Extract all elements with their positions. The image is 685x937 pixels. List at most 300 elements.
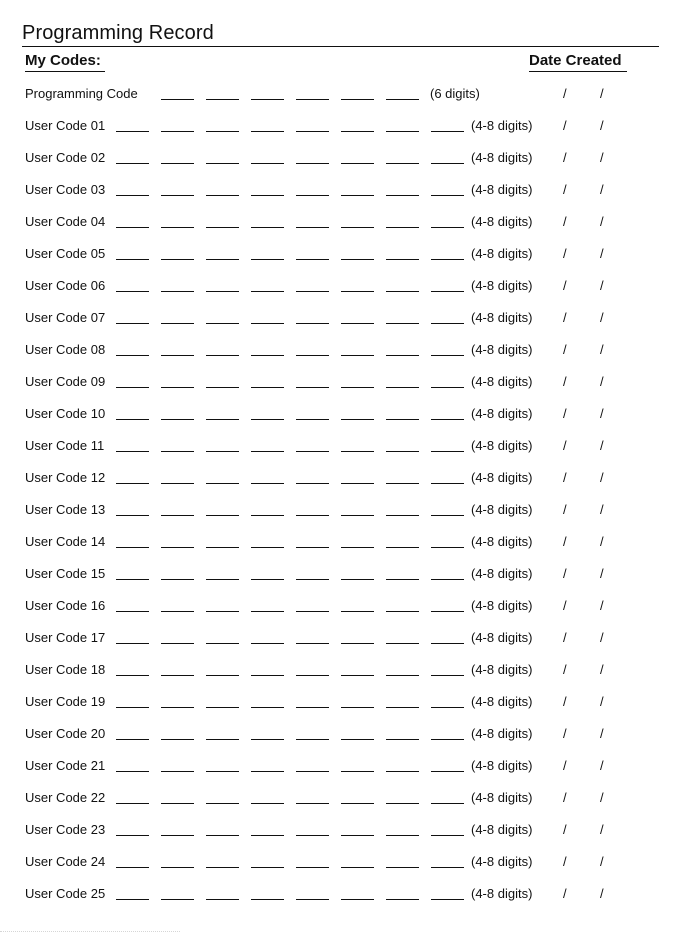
digit-blank <box>251 291 284 292</box>
user-code-row <box>0 598 685 616</box>
digit-blank <box>251 643 284 644</box>
code-label: User Code 03 <box>25 182 106 197</box>
date-separator: / <box>600 822 604 837</box>
digit-blank <box>251 515 284 516</box>
date-separator: / <box>563 470 567 485</box>
digit-count-note: (4-8 digits) <box>471 374 533 389</box>
digit-blank <box>206 259 239 260</box>
date-separator: / <box>563 534 567 549</box>
digit-blank <box>251 227 284 228</box>
section-label-my-codes <box>25 52 105 72</box>
date-separator: / <box>600 502 604 517</box>
digit-blank <box>116 451 149 452</box>
date-separator: / <box>600 118 604 133</box>
digit-blank <box>206 387 239 388</box>
user-code-row <box>0 534 685 552</box>
date-separator: / <box>600 534 604 549</box>
digit-blank <box>386 515 419 516</box>
date-separator: / <box>600 598 604 613</box>
digit-blank <box>116 515 149 516</box>
code-label: User Code 11 <box>25 438 105 453</box>
digit-blank <box>386 835 419 836</box>
code-label: User Code 07 <box>25 310 106 325</box>
user-code-row <box>0 726 685 744</box>
code-label: User Code 22 <box>25 790 106 805</box>
user-code-row <box>0 278 685 296</box>
digit-blank <box>296 99 329 100</box>
digit-count-note: (6 digits) <box>430 86 480 101</box>
digit-blank <box>296 675 329 676</box>
digit-count-note: (4-8 digits) <box>471 246 533 261</box>
digit-blank <box>116 867 149 868</box>
digit-count-note: (4-8 digits) <box>471 630 533 645</box>
digit-blank <box>251 483 284 484</box>
digit-blank <box>116 675 149 676</box>
digit-blank <box>386 419 419 420</box>
digit-blank <box>251 323 284 324</box>
digit-blank <box>251 707 284 708</box>
digit-blank <box>341 291 374 292</box>
digit-blank <box>251 739 284 740</box>
date-separator: / <box>563 854 567 869</box>
digit-blank <box>341 323 374 324</box>
date-separator: / <box>600 278 604 293</box>
digit-blank <box>251 99 284 100</box>
digit-blank <box>251 387 284 388</box>
digit-count-note: (4-8 digits) <box>471 886 533 901</box>
digit-blank <box>341 707 374 708</box>
digit-blank <box>296 291 329 292</box>
code-label: User Code 17 <box>25 630 106 645</box>
digit-blank <box>341 579 374 580</box>
digit-blank <box>431 675 464 676</box>
digit-blank <box>206 803 239 804</box>
user-code-row <box>0 790 685 808</box>
digit-blank <box>431 387 464 388</box>
digit-blank <box>341 739 374 740</box>
digit-blank <box>116 355 149 356</box>
date-separator: / <box>563 86 567 101</box>
digit-blank <box>341 611 374 612</box>
digit-blank <box>296 611 329 612</box>
date-separator: / <box>563 118 567 133</box>
digit-blank <box>431 259 464 260</box>
digit-blank <box>431 227 464 228</box>
digit-blank <box>431 643 464 644</box>
digit-blank <box>116 611 149 612</box>
digit-blank <box>116 227 149 228</box>
digit-blank <box>161 739 194 740</box>
date-separator: / <box>563 886 567 901</box>
digit-blank <box>251 419 284 420</box>
date-separator: / <box>563 182 567 197</box>
code-label: User Code 09 <box>25 374 106 389</box>
date-separator: / <box>563 150 567 165</box>
digit-blank <box>251 547 284 548</box>
digit-count-note: (4-8 digits) <box>471 758 533 773</box>
date-separator: / <box>563 278 567 293</box>
digit-blank <box>251 195 284 196</box>
digit-blank <box>206 643 239 644</box>
digit-blank <box>206 771 239 772</box>
user-code-row <box>0 214 685 232</box>
digit-blank <box>341 899 374 900</box>
digit-blank <box>296 867 329 868</box>
digit-blank <box>431 131 464 132</box>
digit-blank <box>116 739 149 740</box>
digit-count-note: (4-8 digits) <box>471 854 533 869</box>
digit-blank <box>116 387 149 388</box>
digit-blank <box>341 835 374 836</box>
digit-blank <box>341 483 374 484</box>
digit-blank <box>206 291 239 292</box>
date-separator: / <box>600 438 604 453</box>
digit-blank <box>431 547 464 548</box>
digit-blank <box>296 355 329 356</box>
user-code-row <box>0 118 685 136</box>
digit-blank <box>251 675 284 676</box>
user-code-row <box>0 150 685 168</box>
date-separator: / <box>600 854 604 869</box>
digit-blank <box>386 291 419 292</box>
date-separator: / <box>600 214 604 229</box>
digit-blank <box>116 643 149 644</box>
digit-blank <box>161 675 194 676</box>
digit-blank <box>341 131 374 132</box>
user-code-row <box>0 758 685 776</box>
digit-blank <box>296 739 329 740</box>
digit-blank <box>341 419 374 420</box>
digit-blank <box>386 131 419 132</box>
digit-blank <box>116 803 149 804</box>
digit-blank <box>161 643 194 644</box>
digit-blank <box>161 899 194 900</box>
digit-blank <box>431 163 464 164</box>
digit-blank <box>341 867 374 868</box>
section-label-text: My Codes: <box>25 52 105 72</box>
user-code-row <box>0 822 685 840</box>
code-label: User Code 23 <box>25 822 106 837</box>
digit-count-note: (4-8 digits) <box>471 822 533 837</box>
digit-blank <box>341 259 374 260</box>
date-separator: / <box>563 598 567 613</box>
digit-blank <box>431 195 464 196</box>
code-label: User Code 02 <box>25 150 106 165</box>
digit-blank <box>206 547 239 548</box>
date-separator: / <box>563 310 567 325</box>
digit-blank <box>251 771 284 772</box>
digit-blank <box>251 835 284 836</box>
digit-blank <box>116 835 149 836</box>
digit-blank <box>161 579 194 580</box>
digit-blank <box>161 611 194 612</box>
digit-blank <box>431 483 464 484</box>
digit-blank <box>161 323 194 324</box>
digit-count-note: (4-8 digits) <box>471 214 533 229</box>
digit-blank <box>386 579 419 580</box>
digit-blank <box>386 611 419 612</box>
digit-blank <box>296 323 329 324</box>
digit-blank <box>116 547 149 548</box>
digit-blank <box>341 355 374 356</box>
digit-blank <box>206 867 239 868</box>
digit-blank <box>251 355 284 356</box>
digit-blank <box>251 259 284 260</box>
digit-blank <box>431 323 464 324</box>
user-code-row <box>0 374 685 392</box>
digit-blank <box>206 579 239 580</box>
digit-blank <box>341 771 374 772</box>
date-separator: / <box>563 502 567 517</box>
digit-blank <box>386 451 419 452</box>
digit-blank <box>296 451 329 452</box>
date-separator: / <box>600 470 604 485</box>
digit-blank <box>431 611 464 612</box>
date-separator: / <box>600 310 604 325</box>
digit-blank <box>161 483 194 484</box>
column-header-text: Date Created <box>529 52 627 72</box>
code-label: User Code 24 <box>25 854 106 869</box>
digit-blank <box>296 803 329 804</box>
digit-blank <box>386 387 419 388</box>
user-code-row <box>0 854 685 872</box>
date-separator: / <box>563 758 567 773</box>
digit-blank <box>296 643 329 644</box>
date-separator: / <box>563 566 567 581</box>
date-separator: / <box>563 214 567 229</box>
date-separator: / <box>600 694 604 709</box>
digit-blank <box>116 483 149 484</box>
digit-blank <box>296 899 329 900</box>
date-separator: / <box>600 886 604 901</box>
digit-blank <box>206 99 239 100</box>
digit-blank <box>386 707 419 708</box>
user-code-row <box>0 310 685 328</box>
digit-count-note: (4-8 digits) <box>471 502 533 517</box>
digit-blank <box>341 643 374 644</box>
digit-blank <box>431 579 464 580</box>
digit-blank <box>116 291 149 292</box>
digit-blank <box>386 771 419 772</box>
digit-blank <box>161 515 194 516</box>
digit-blank <box>386 803 419 804</box>
digit-blank <box>431 899 464 900</box>
digit-count-note: (4-8 digits) <box>471 150 533 165</box>
digit-blank <box>386 739 419 740</box>
digit-blank <box>161 227 194 228</box>
code-label: User Code 08 <box>25 342 106 357</box>
digit-blank <box>251 451 284 452</box>
digit-blank <box>251 803 284 804</box>
digit-blank <box>161 803 194 804</box>
date-separator: / <box>563 726 567 741</box>
code-label: User Code 21 <box>25 758 106 773</box>
digit-blank <box>161 355 194 356</box>
digit-blank <box>386 227 419 228</box>
date-separator: / <box>563 406 567 421</box>
digit-count-note: (4-8 digits) <box>471 566 533 581</box>
date-separator: / <box>600 630 604 645</box>
digit-blank <box>431 707 464 708</box>
date-separator: / <box>563 246 567 261</box>
digit-count-note: (4-8 digits) <box>471 470 533 485</box>
user-code-row <box>0 662 685 680</box>
digit-blank <box>296 163 329 164</box>
digit-blank <box>341 387 374 388</box>
digit-blank <box>296 483 329 484</box>
digit-blank <box>296 515 329 516</box>
date-separator: / <box>600 342 604 357</box>
code-label: User Code 12 <box>25 470 106 485</box>
digit-blank <box>116 579 149 580</box>
date-separator: / <box>600 182 604 197</box>
digit-blank <box>341 451 374 452</box>
digit-blank <box>341 163 374 164</box>
digit-blank <box>386 163 419 164</box>
date-separator: / <box>600 726 604 741</box>
digit-blank <box>206 483 239 484</box>
digit-blank <box>341 227 374 228</box>
user-code-row <box>0 502 685 520</box>
digit-blank <box>116 195 149 196</box>
digit-blank <box>386 259 419 260</box>
code-label: User Code 06 <box>25 278 106 293</box>
digit-blank <box>116 419 149 420</box>
code-label: User Code 04 <box>25 214 106 229</box>
user-code-row <box>0 630 685 648</box>
code-label: User Code 10 <box>25 406 106 421</box>
digit-blank <box>431 291 464 292</box>
digit-blank <box>296 547 329 548</box>
digit-blank <box>161 451 194 452</box>
user-code-row <box>0 342 685 360</box>
digit-blank <box>116 771 149 772</box>
digit-blank <box>296 387 329 388</box>
code-label: User Code 01 <box>25 118 106 133</box>
digit-blank <box>116 707 149 708</box>
digit-blank <box>431 771 464 772</box>
date-separator: / <box>563 630 567 645</box>
digit-blank <box>386 195 419 196</box>
digit-blank <box>116 323 149 324</box>
user-code-row <box>0 886 685 904</box>
user-code-row <box>0 182 685 200</box>
digit-blank <box>296 227 329 228</box>
digit-blank <box>341 803 374 804</box>
digit-blank <box>296 195 329 196</box>
digit-count-note: (4-8 digits) <box>471 790 533 805</box>
digit-blank <box>206 899 239 900</box>
digit-blank <box>431 835 464 836</box>
title-divider <box>22 46 659 47</box>
digit-blank <box>116 259 149 260</box>
digit-blank <box>161 195 194 196</box>
digit-blank <box>386 355 419 356</box>
digit-blank <box>116 131 149 132</box>
digit-blank <box>386 99 419 100</box>
user-code-row <box>0 694 685 712</box>
date-separator: / <box>600 566 604 581</box>
digit-blank <box>341 99 374 100</box>
date-separator: / <box>600 758 604 773</box>
user-code-row <box>0 470 685 488</box>
digit-blank <box>386 547 419 548</box>
digit-count-note: (4-8 digits) <box>471 438 533 453</box>
date-separator: / <box>600 374 604 389</box>
digit-blank <box>386 483 419 484</box>
digit-count-note: (4-8 digits) <box>471 726 533 741</box>
digit-count-note: (4-8 digits) <box>471 342 533 357</box>
digit-blank <box>206 163 239 164</box>
code-label: User Code 20 <box>25 726 106 741</box>
digit-blank <box>431 419 464 420</box>
digit-blank <box>341 195 374 196</box>
code-label: User Code 16 <box>25 598 106 613</box>
footer-print-mark <box>0 931 180 935</box>
date-separator: / <box>563 438 567 453</box>
date-separator: / <box>563 342 567 357</box>
digit-blank <box>341 515 374 516</box>
digit-count-note: (4-8 digits) <box>471 534 533 549</box>
digit-count-note: (4-8 digits) <box>471 406 533 421</box>
digit-blank <box>431 451 464 452</box>
code-label: User Code 19 <box>25 694 106 709</box>
digit-blank <box>296 419 329 420</box>
digit-blank <box>341 675 374 676</box>
digit-blank <box>251 579 284 580</box>
digit-blank <box>296 579 329 580</box>
digit-blank <box>296 131 329 132</box>
user-code-row <box>0 246 685 264</box>
digit-blank <box>161 835 194 836</box>
digit-blank <box>431 867 464 868</box>
digit-blank <box>206 835 239 836</box>
digit-blank <box>206 675 239 676</box>
digit-blank <box>206 323 239 324</box>
digit-blank <box>206 355 239 356</box>
digit-blank <box>206 227 239 228</box>
digit-count-note: (4-8 digits) <box>471 118 533 133</box>
digit-blank <box>386 643 419 644</box>
date-separator: / <box>563 662 567 677</box>
digit-blank <box>296 259 329 260</box>
digit-blank <box>341 547 374 548</box>
digit-blank <box>161 259 194 260</box>
user-code-row <box>0 438 685 456</box>
programming-code-row <box>0 86 685 104</box>
date-separator: / <box>563 374 567 389</box>
digit-blank <box>251 611 284 612</box>
digit-blank <box>296 707 329 708</box>
digit-blank <box>386 675 419 676</box>
code-label: User Code 25 <box>25 886 106 901</box>
digit-blank <box>206 195 239 196</box>
digit-blank <box>161 131 194 132</box>
date-separator: / <box>600 662 604 677</box>
date-separator: / <box>600 86 604 101</box>
digit-blank <box>296 771 329 772</box>
digit-blank <box>206 739 239 740</box>
code-label: User Code 14 <box>25 534 106 549</box>
date-separator: / <box>563 694 567 709</box>
digit-blank <box>116 163 149 164</box>
digit-count-note: (4-8 digits) <box>471 598 533 613</box>
digit-blank <box>161 387 194 388</box>
digit-blank <box>116 899 149 900</box>
code-label: User Code 05 <box>25 246 106 261</box>
user-code-row <box>0 406 685 424</box>
digit-blank <box>431 355 464 356</box>
